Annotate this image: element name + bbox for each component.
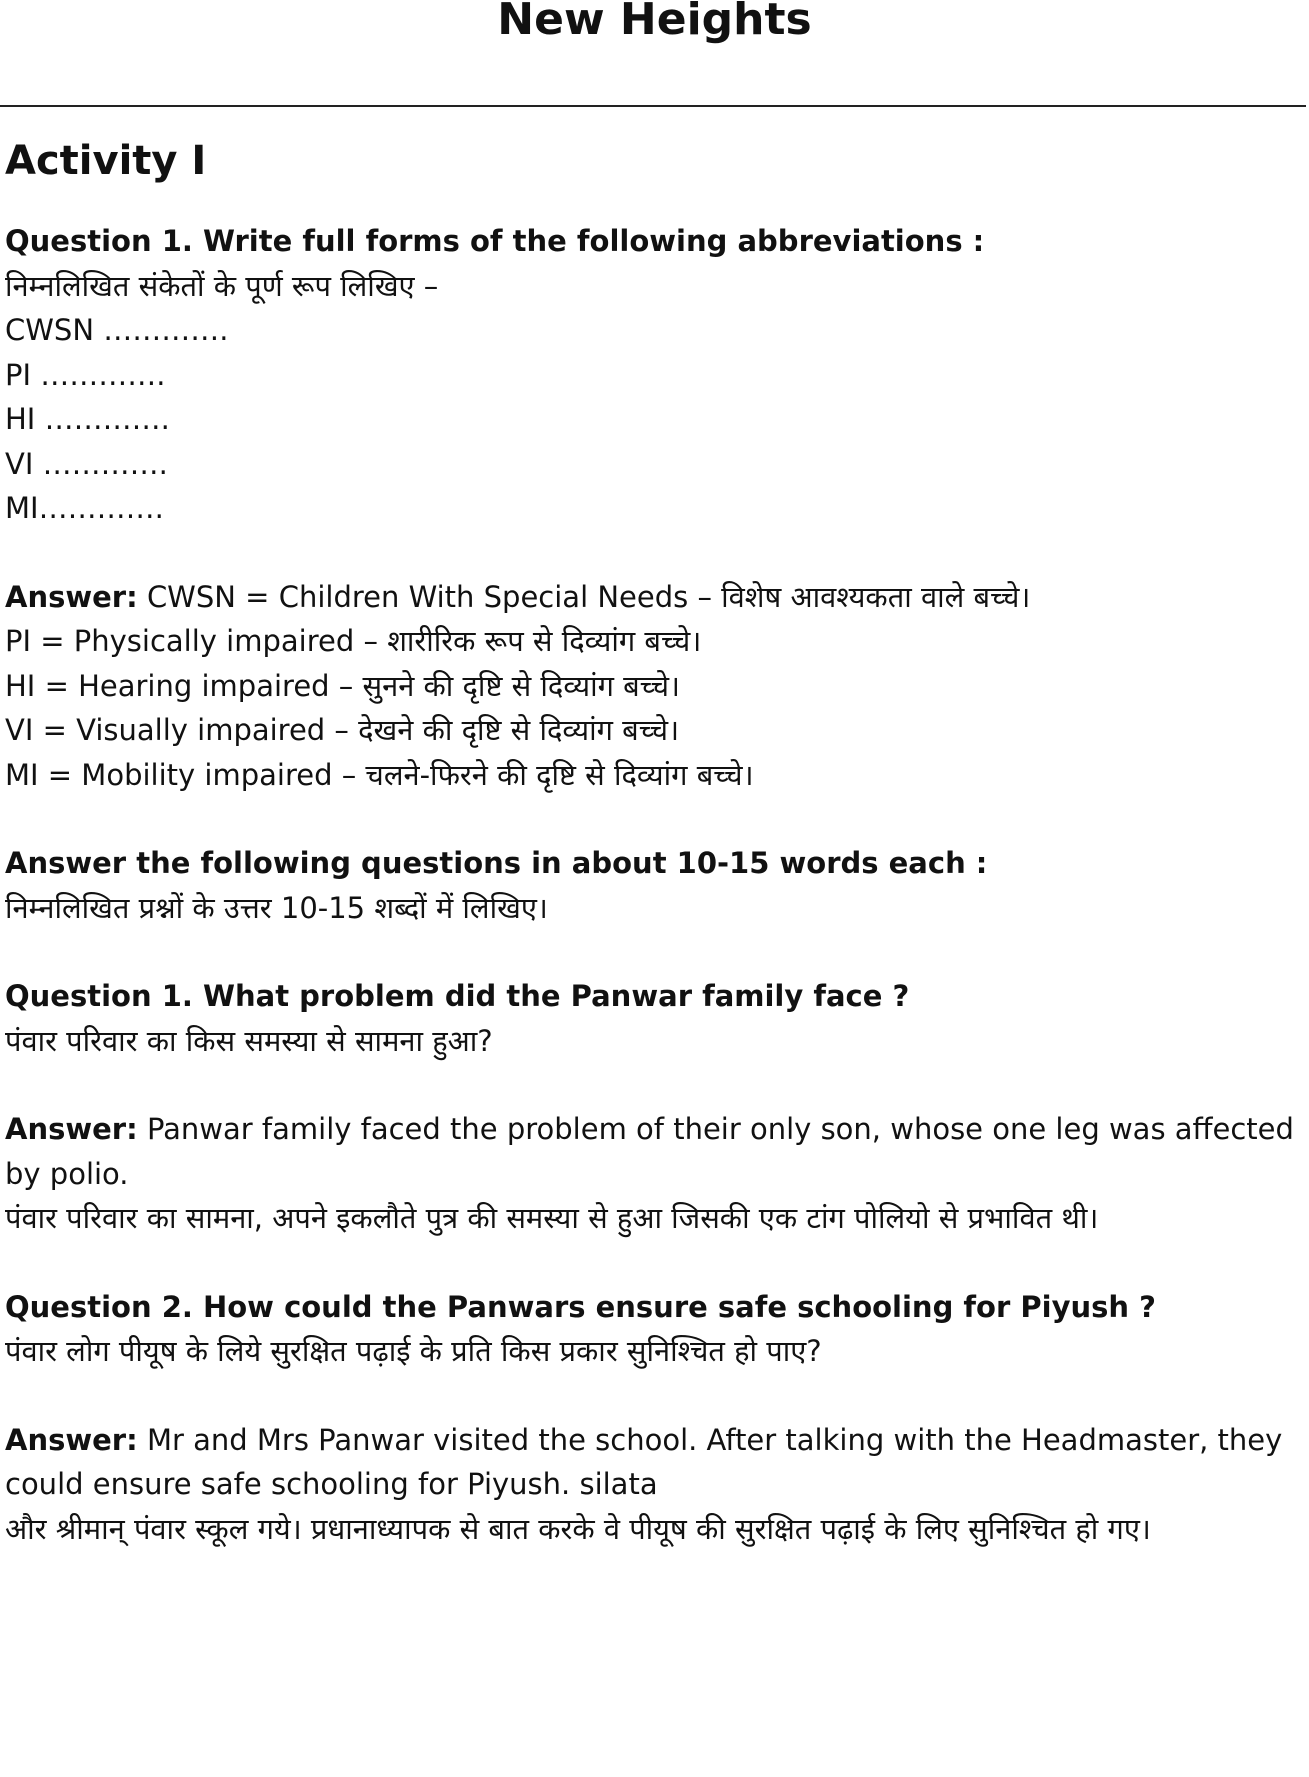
spacer bbox=[5, 531, 1300, 575]
spacer bbox=[5, 1374, 1300, 1418]
question-2: Question 2. How could the Panwars ensure safe schooling for Piyush ? bbox=[5, 1289, 1156, 1324]
abbrev-answer: HI = Hearing impaired – सुनने की दृष्टि से दिव्यांग बच्चे। bbox=[5, 668, 681, 703]
question-1-hindi: पंवार परिवार का किस समस्या से सामना हुआ? bbox=[5, 1023, 493, 1058]
abbrev-blank: MI…………. bbox=[5, 491, 164, 525]
abbrev-answer: PI = Physically impaired – शारीरिक रूप से दिव्यांग बच्चे। bbox=[5, 624, 702, 658]
answer-1-text: Panwar family faced the problem of their only son, whose one leg was affected by polio. bbox=[5, 1112, 1294, 1191]
spacer bbox=[5, 1241, 1300, 1285]
answer-1-hindi: पंवार परिवार का सामना, अपने इकलौते पुत्र की समस्या से हुआ जिसकी एक टांग पोलियो से प्रभावित थी। bbox=[5, 1201, 1099, 1235]
abbrev-answer: MI = Mobility impaired – चलने-फिरने की दृष्टि से दिव्यांग बच्चे। bbox=[5, 757, 754, 792]
instruction-hindi: निम्नलिखित प्रश्नों के उत्तर 10-15 शब्दों में लिखिए। bbox=[5, 890, 548, 925]
page-title: New Heights bbox=[497, 0, 812, 45]
abbrev-blank: HI …………. bbox=[5, 402, 170, 436]
answer-label: Answer: bbox=[5, 579, 138, 614]
abbrev-blank: VI …………. bbox=[5, 446, 168, 481]
document-body bbox=[5, 135, 1300, 1551]
abbrev-answer-line bbox=[5, 575, 1300, 620]
abbrev-question: Question 1. Write full forms of the following abbreviations : bbox=[5, 224, 985, 258]
abbrev-blank: CWSN …………. bbox=[5, 313, 229, 347]
spacer bbox=[5, 930, 1300, 974]
title-divider bbox=[0, 105, 1306, 107]
abbrev-blank: PI …………. bbox=[5, 357, 166, 392]
answer-2-hindi: और श्रीमान् पंवार स्कूल गये। प्रधानाध्यापक से बात करके वे पीयूष की सुरक्षित पढ़ाई के लिए सुनिश्चित हो गए। bbox=[5, 1511, 1151, 1546]
abbrev-answer: CWSN = Children With Special Needs – विशेष आवश्यकता वाले बच्चे। bbox=[146, 579, 1031, 614]
answer-1-english bbox=[5, 1107, 1300, 1196]
spacer bbox=[5, 1063, 1300, 1107]
abbrev-question-hindi: निम्नलिखित संकेतों के पूर्ण रूप लिखिए – bbox=[5, 268, 439, 303]
spacer bbox=[5, 797, 1300, 841]
instruction-english: Answer the following questions in about 10-15 words each : bbox=[5, 846, 988, 880]
question-2-hindi: पंवार लोग पीयूष के लिये सुरक्षित पढ़ाई के प्रति किस प्रकार सुनिश्चित हो पाए? bbox=[5, 1334, 822, 1368]
answer-2-text: Mr and Mrs Panwar visited the school. After talking with the Headmaster, they could ensure safe schooling for Piyush. silata bbox=[5, 1422, 1283, 1501]
question-1: Question 1. What problem did the Panwar family face ? bbox=[5, 979, 910, 1013]
abbrev-answer: VI = Visually impaired – देखने की दृष्टि से दिव्यांग बच्चे। bbox=[5, 713, 680, 747]
answer-label: Answer: bbox=[5, 1422, 138, 1457]
activity-heading: Activity I bbox=[5, 138, 207, 184]
answer-label: Answer: bbox=[5, 1112, 138, 1146]
answer-2-english bbox=[5, 1418, 1300, 1507]
